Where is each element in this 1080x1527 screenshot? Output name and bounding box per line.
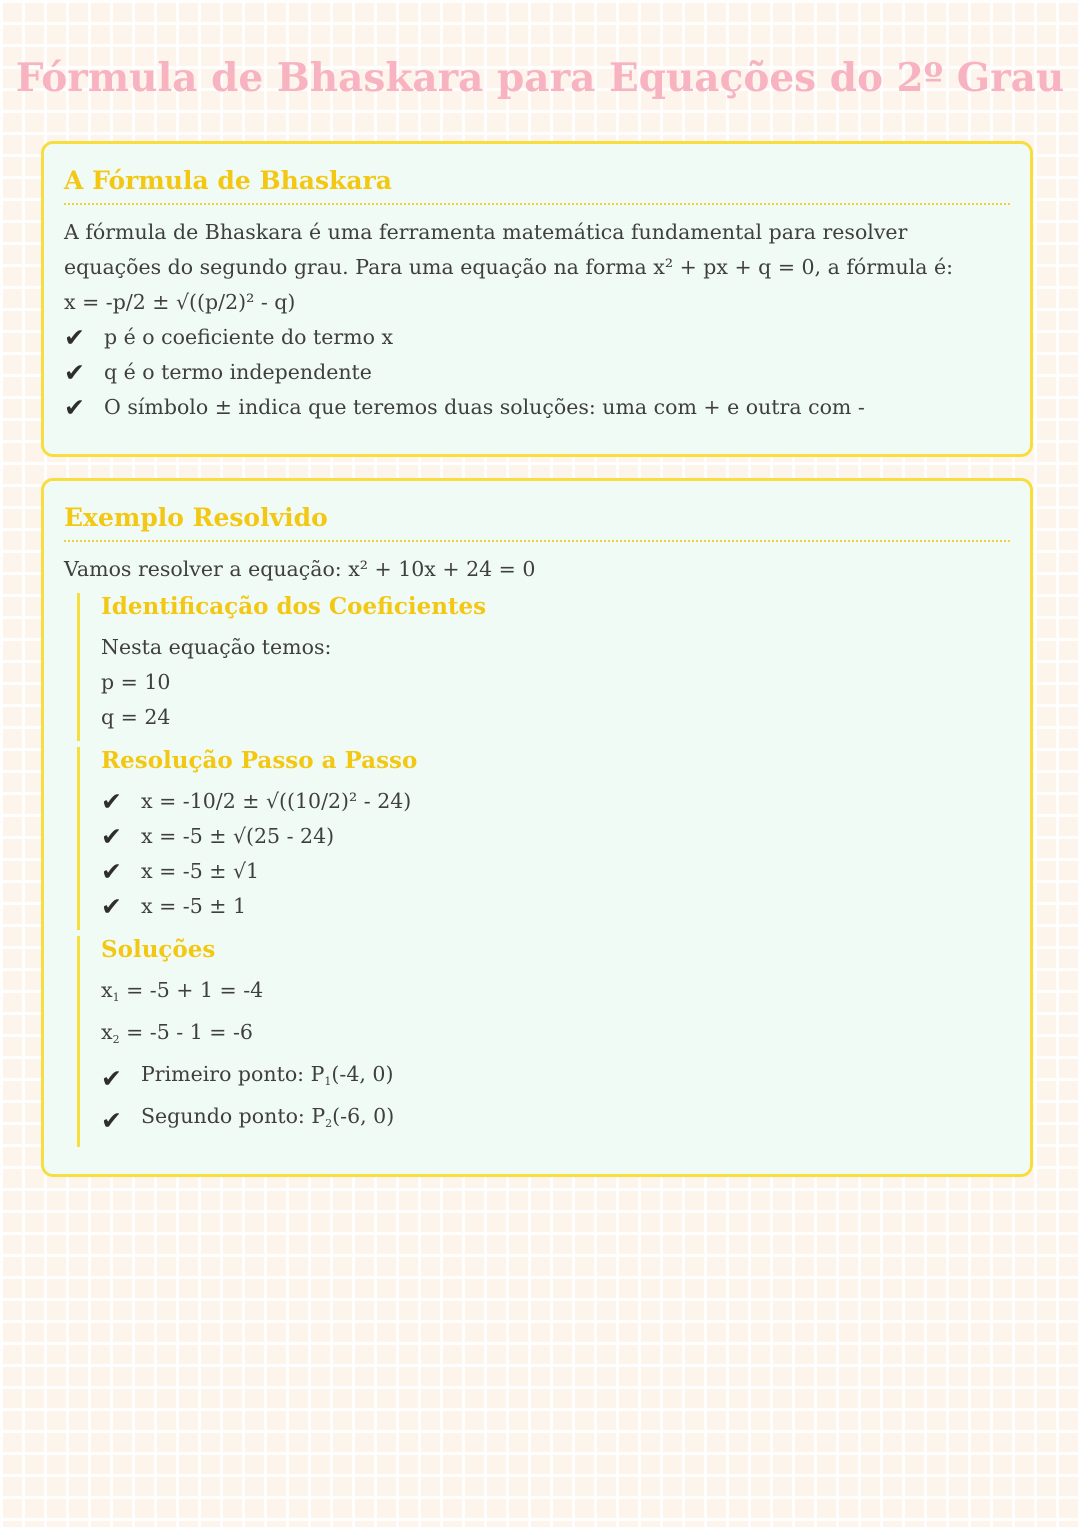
solution-x1-subscript: 1 [112, 991, 120, 1004]
solution-x1 [101, 973, 1010, 1015]
coefficient-p: p = 10 [101, 670, 171, 694]
formula-card [41, 141, 1033, 457]
point-p1-label: Primeiro ponto: P [141, 1062, 325, 1086]
coefficients-heading: Identificação dos Coeficientes [101, 593, 487, 620]
steps-section [77, 747, 1010, 930]
example-intro: Vamos resolver a equação: x² + 10x + 24 = 0 [64, 557, 536, 581]
solutions-section [77, 936, 1010, 1147]
solution-x2-var: x [101, 1020, 113, 1044]
list-item [64, 320, 1010, 355]
formula-card-heading: A Fórmula de Bhaskara [64, 166, 1010, 205]
check-icon: ✔ [64, 393, 85, 422]
list-item-text: p é o coeficiente do termo x [104, 325, 394, 349]
solution-x2 [101, 1015, 1010, 1057]
step-item [101, 854, 1010, 889]
check-icon: ✔ [64, 358, 85, 387]
solution-x2-value: = -5 - 1 = -6 [119, 1020, 253, 1044]
page-title: Fórmula de Bhaskara para Equações do 2º Grau [15, 55, 1065, 101]
check-icon: ✔ [101, 1063, 122, 1093]
solution-x1-var: x [101, 978, 113, 1002]
point-p1-subscript: 1 [324, 1075, 332, 1088]
list-item [64, 390, 1010, 425]
steps-heading: Resolução Passo a Passo [101, 747, 418, 774]
check-icon: ✔ [101, 857, 122, 886]
check-icon: ✔ [101, 1105, 122, 1135]
point-p1-coords: (-4, 0) [331, 1062, 394, 1086]
coefficients-line: Nesta equação temos: [101, 635, 332, 659]
point-p2-subscript: 2 [325, 1117, 333, 1130]
check-icon: ✔ [64, 323, 85, 352]
check-icon: ✔ [101, 787, 122, 816]
formula-expression: x = -p/2 ± √((p/2)² - q) [64, 290, 296, 314]
step-item [101, 784, 1010, 819]
point-p1 [141, 1057, 393, 1099]
check-icon: ✔ [101, 822, 122, 851]
point-p2-label: Segundo ponto: P [141, 1104, 326, 1128]
step-text: x = -10/2 ± √((10/2)² - 24) [141, 789, 412, 813]
point-item [101, 1099, 1010, 1141]
list-item [64, 355, 1010, 390]
point-p2 [141, 1099, 394, 1141]
example-card-heading: Exemplo Resolvido [64, 503, 1010, 542]
coefficient-q: q = 24 [101, 705, 171, 729]
step-text: x = -5 ± √1 [141, 859, 260, 883]
solution-x1-value: = -5 + 1 = -4 [119, 978, 264, 1002]
point-p2-coords: (-6, 0) [332, 1104, 395, 1128]
point-item [101, 1057, 1010, 1099]
coefficients-section [77, 593, 1010, 741]
example-card [41, 478, 1033, 1177]
formula-intro: A fórmula de Bhaskara é uma ferramenta matemática fundamental para resolver equações do segundo grau. Para uma equação na forma x² + px + q = 0, a fórmula é: [64, 220, 954, 279]
check-icon: ✔ [101, 892, 122, 921]
list-item-text: q é o termo independente [104, 360, 372, 384]
solutions-heading: Soluções [101, 936, 216, 963]
step-text: x = -5 ± 1 [141, 894, 246, 918]
step-item [101, 819, 1010, 854]
step-item [101, 889, 1010, 924]
step-text: x = -5 ± √(25 - 24) [141, 824, 335, 848]
solution-x2-subscript: 2 [112, 1033, 120, 1046]
list-item-text: O símbolo ± indica que teremos duas soluções: uma com + e outra com - [104, 395, 865, 419]
